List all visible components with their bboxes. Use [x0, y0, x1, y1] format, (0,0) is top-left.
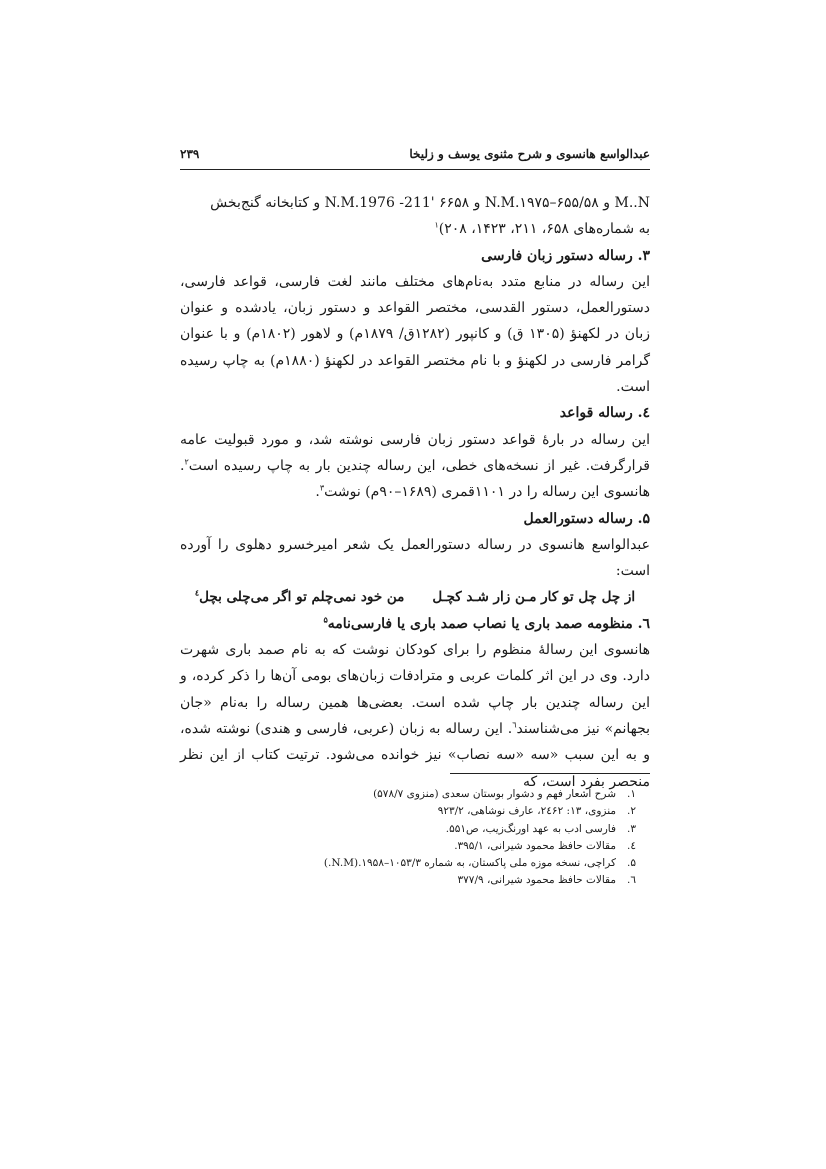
document-page: [180, 0, 650, 1169]
footnote-ref-5[interactable]: ۵: [323, 614, 328, 625]
section-paragraph-5: عبدالواسع هانسوی در رساله دستورالعمل یک شعر امیرخسرو دهلوی را آورده است:: [180, 536, 650, 580]
section-heading-6: [180, 611, 650, 637]
section-heading-5: ۵. رساله دستورالعمل: [523, 510, 650, 527]
footnote-item: [180, 855, 650, 872]
footnote-number: ۳.: [627, 822, 636, 835]
paragraph-4-text-c: .: [315, 484, 320, 501]
running-header: [180, 147, 650, 169]
footnote-number: ۲.: [627, 805, 636, 818]
footnote-text: فارسی ادب به عهد اورنگ‌زیب، ص۵۵۱.: [445, 822, 616, 835]
footnote-text: شرح اشعار فهم و دشوار بوستان سعدی (منزوی ۵۷۸/۷): [373, 788, 616, 800]
footnote-item: [180, 786, 650, 803]
footnotes: [180, 786, 650, 890]
section-heading-6-text: ٦. منظومه صمد باری یا نصاب صمد باری یا فارسی‌نامه: [327, 615, 650, 632]
body-text: [180, 190, 650, 795]
footnote-number: ۵.: [627, 857, 636, 870]
page-number: ۲۳۹: [180, 147, 200, 161]
footnote-ref-3[interactable]: ۳: [319, 483, 325, 493]
paragraph-4-text-b: . هانسوی این رساله را در ۱۱۰۱قمری (۱۶۸۹–۹۰م) نوشت: [180, 457, 650, 501]
footnote-text: کراچی، نسخه موزه ملی پاکستان، به شماره ۱۰۵۳/۳–۱۹۵۸.(N.M.): [323, 857, 616, 870]
section-paragraph-6: [180, 637, 650, 795]
paragraph-6-text-b: . این رساله به زبان (عربی، فارسی و هندی) نوشته شده، و به این سبب «سه «سه نصاب» نیز خوانده می‌شود. ترتیت کتاب از این نظر منحصر بفرد است، که: [180, 720, 650, 790]
catalog-references: M..N و N.M.۱۹۷۵–۶۵۵/۵۸ و ۶۶۵۸ '211- N.M.1976 و کتابخانه گنج‌بخش: [210, 195, 650, 211]
footnote-ref-4[interactable]: ٤: [194, 587, 200, 598]
footnote-item: [180, 821, 650, 838]
footnote-text: منزوی، ۱۳: ۲٤۶۲، عارف نوشاهی، ۹۲۳/۲: [437, 805, 616, 818]
section-heading-4: ٤. رساله قواعد: [559, 405, 650, 422]
running-title: عبدالواسع هانسوی و شرح مثنوی یوسف و زلیخا: [409, 147, 650, 161]
section-paragraph-3: این رساله در منابع متدد به‌نام‌های مختلف مانند لغت فارسی، قواعد فارسی، دستورالعمل، دستور القدسی، مختصر القواعد و دستور زبان، یادشده و عنوان زبان در لکهنؤ (۱۳۰۵ ق) و کانپور (۱۲۸۲ق/ ۱۸۷۹م) و لاهور (۱۸۰۲م) و با عنوان گرامر فارسی در لکهنؤ و با نام مختصر القواعد در لکهنؤ (۱۸۸۰م) به چاپ رسیده است.: [180, 273, 650, 396]
footnote-item: [180, 838, 650, 855]
footnote-text: مقالات حافظ محمود شیرانی، ۳۷۷/۹: [457, 874, 616, 887]
paragraph-4-text-a: این رساله در بارهٔ قواعد دستور زبان فارسی نوشته شد، و مورد قبولیت عامه قرارگرفت. غیر از نسخه‌های خطی، این رساله چندین بار به چاپ رسیده است: [180, 431, 650, 474]
catalog-numbers: به شماره‌های ۶۵۸، ۲۱۱، ۱۴۲۳، ۲۰۸): [438, 221, 650, 238]
header-rule: [180, 169, 650, 170]
body-line-2: [180, 216, 650, 242]
footnote-ref-6[interactable]: ٦: [512, 720, 517, 730]
verse-line: [180, 584, 650, 610]
section-paragraph-4: [180, 427, 650, 506]
body-line-1: [180, 190, 650, 216]
footnote-number: ٤.: [627, 839, 636, 852]
footnote-number: ٦.: [627, 874, 636, 887]
section-heading-3: ۳. رساله دستور زبان فارسی: [481, 247, 650, 264]
verse-hemistich-2: [195, 584, 405, 610]
verse-hemistich-2-text: من خود نمی‌چلم تو اگر می‌چلی بچل: [199, 589, 405, 606]
footnote-item: [180, 803, 650, 820]
footnote-separator: [450, 773, 650, 774]
footnote-ref-2[interactable]: ۲: [184, 457, 189, 467]
footnote-text: مقالات حافظ محمود شیرانی، ۳۹۵/۱.: [454, 839, 616, 852]
footnote-number: ۱.: [627, 788, 636, 800]
footnote-ref-1[interactable]: ۱: [434, 220, 439, 230]
footnote-item: [180, 872, 650, 889]
verse-hemistich-1: از چل چل تو کار مـن زار شـد کچـل: [432, 589, 636, 606]
paragraph-6-text-a: هانسوی این رسالهٔ منظوم را برای کودکان نوشت که به نام صمد باری شهرت دارد. وی در این اثر کلمات عربی و مترادفات زبان‌های بومی آن‌ها را ذکر کرده، و این رساله چندین بار چاپ شده است. بعضی‌ها همین رساله را به‌نام «جان بجهانم» نیز می‌شناسند: [180, 642, 651, 737]
